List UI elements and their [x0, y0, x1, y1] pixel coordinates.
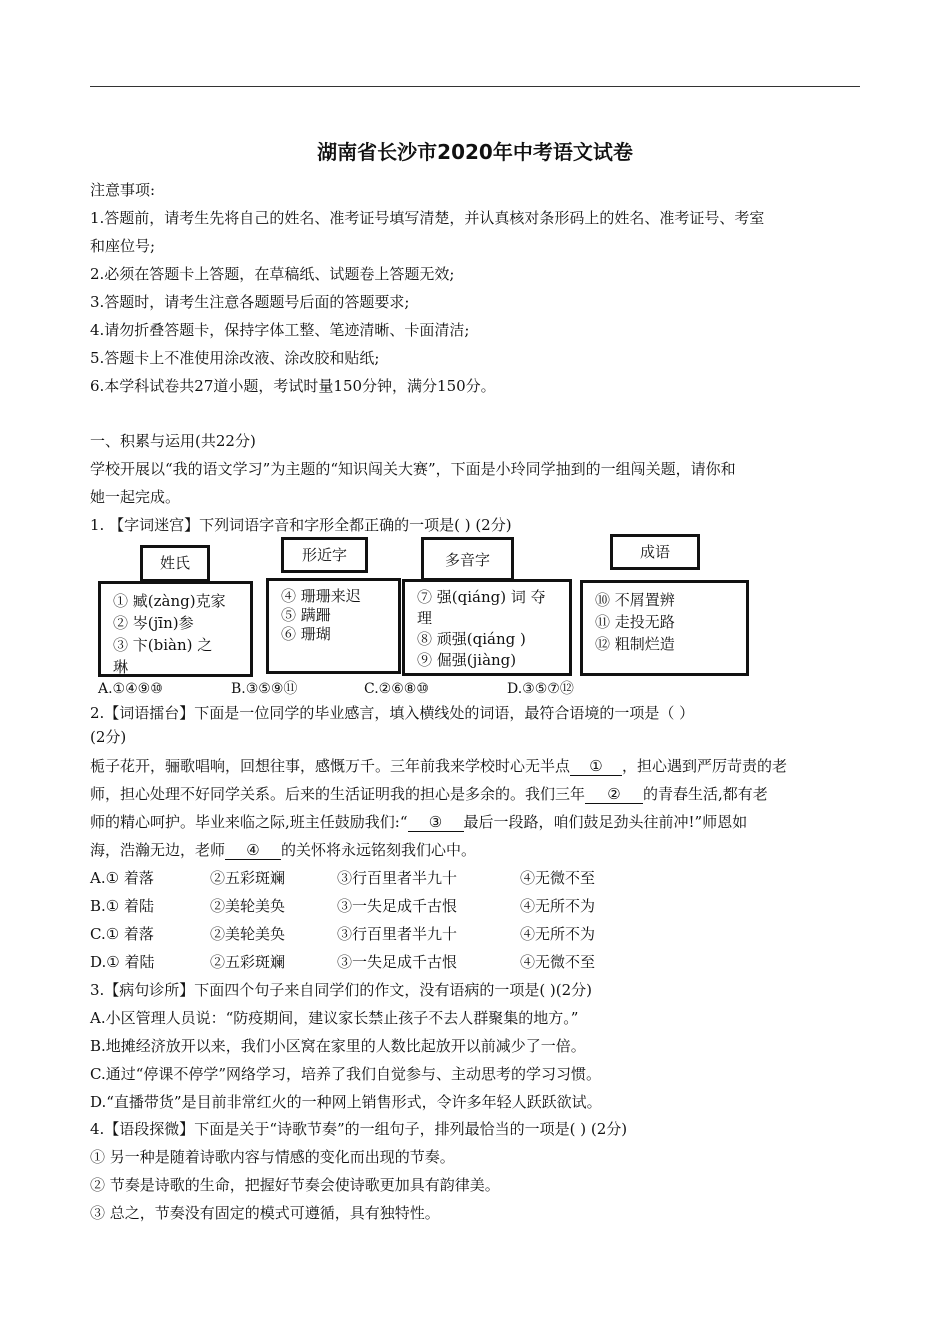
notice-item: 1.答题前，请考生先将自己的姓名、准考证号填写清楚，并认真核对条形码上的姓名、准考证号、考室: [90, 209, 765, 227]
passage-text: 的关怀将永远铭刻我们心中。: [281, 841, 477, 859]
q1-box-idiom: [580, 580, 749, 676]
q2-passage-line: [90, 840, 476, 860]
option-cell: ②五彩斑斓: [210, 953, 286, 971]
q2-option-row: [90, 868, 595, 888]
blank-4: ④: [225, 841, 281, 860]
q3-stem: 3.【病句诊所】下面四个句子来自同学们的作文，没有语病的一项是( )(2分): [90, 981, 593, 999]
box-line: ⑫ 粗制烂造: [595, 635, 675, 653]
option-cell: ③一失足成千古恨: [337, 953, 458, 971]
q1-box-polyphone: [402, 579, 572, 676]
blank-3: ③: [408, 813, 464, 832]
box-line: 理: [417, 609, 433, 627]
q2-option-row: [90, 952, 595, 972]
passage-text: 师的精心呵护。毕业来临之际,班主任鼓励我们:“: [90, 813, 408, 831]
q3-option-d: D.“直播带货”是目前非常红火的一种网上销售形式，令许多年轻人跃跃欲试。: [90, 1093, 602, 1111]
notice-item: 和座位号;: [90, 237, 156, 255]
notice-item: 6.本学科试卷共27道小题，考试时量150分钟，满分150分。: [90, 377, 496, 395]
passage-text: 栀子花开，骊歌唱响，回想往事，感慨万千。三年前我来学校时心无半点: [90, 757, 571, 775]
notice-heading: 注意事项:: [90, 181, 156, 199]
q1-option-c: C.②⑥⑧⑩: [364, 681, 429, 697]
q2-passage-line: [90, 756, 787, 776]
box-line: ③ 卞(biàn) 之: [113, 636, 213, 654]
notice-item: 5.答题卡上不准使用涂改液、涂改胶和贴纸;: [90, 349, 380, 367]
notice-item: 4.请勿折叠答题卡，保持字体工整、笔迹清晰、卡面清洁;: [90, 321, 470, 339]
blank-1: ①: [570, 757, 622, 776]
q1-options: [98, 679, 574, 699]
section-intro: 她一起完成。: [90, 488, 181, 506]
passage-text: 最后一段路，咱们鼓足劲头往前冲!”师恩如: [463, 813, 748, 831]
box-line: ⑦ 强(qiáng) 词 夺: [417, 588, 546, 606]
passage-text: 师，担心处理不好同学关系。后来的生活证明我的担心是多余的。我们三年: [90, 785, 586, 803]
option-cell: ③行百里者半九十: [337, 869, 458, 887]
box-line: 琳: [113, 658, 129, 676]
box-line: ⑤ 蹒跚: [281, 606, 331, 624]
box-line: ② 岑(jīn)参: [113, 614, 194, 632]
option-cell: ③一失足成千古恨: [337, 897, 458, 915]
option-cell: ④无微不至: [520, 953, 596, 971]
box-line: ⑪ 走投无路: [595, 613, 675, 631]
page-title: 湖南省长沙市2020年中考语文试卷: [317, 140, 633, 164]
section-intro: 学校开展以“我的语文学习”为主题的“知识闯关大赛”，下面是小玲同学抽到的一组闯关题，请你和: [90, 460, 736, 478]
option-cell: ②五彩斑斓: [210, 869, 286, 887]
notice-item: 3.答题时，请考生注意各题题号后面的答题要求;: [90, 293, 410, 311]
q2-option-row: [90, 896, 595, 916]
q1-option-d: D.③⑤⑦⑫: [507, 681, 574, 697]
q2-passage-line: [90, 812, 747, 832]
q1-box-surname: [98, 581, 253, 677]
q1-label-similar: 形近字: [281, 537, 368, 573]
box-line: ⑥ 珊瑚: [281, 625, 331, 643]
passage-text: 的青春生活,都有老: [643, 785, 768, 803]
option-cell: D.① 着陆: [90, 953, 155, 971]
box-line: ④ 珊珊来迟: [281, 587, 361, 605]
q2-passage-line: [90, 784, 768, 804]
passage-text: ，担心遇到严厉苛责的老: [622, 757, 788, 775]
q4-line: ③ 总之，节奏没有固定的模式可遵循，具有独特性。: [90, 1204, 440, 1222]
box-line: ⑧ 顽强(qiáng ): [417, 630, 526, 648]
notice-item: 2.必须在答题卡上答题，在草稿纸、试题卷上答题无效;: [90, 265, 455, 283]
q1-option-b: B.③⑤⑨⑪: [231, 681, 298, 697]
q1-stem: 1. 【字词迷宫】下列词语字音和字形全都正确的一项是( ) (2分): [90, 516, 512, 534]
q3-option-b: B.地摊经济放开以来，我们小区窝在家里的人数比起放开以前减少了一倍。: [90, 1037, 586, 1055]
box-line: ⑩ 不屑置辨: [595, 591, 675, 609]
option-cell: ②美轮美奂: [210, 925, 286, 943]
option-cell: ②美轮美奂: [210, 897, 286, 915]
option-cell: ④无所不为: [520, 897, 596, 915]
section-heading: 一、积累与运用(共22分): [90, 432, 256, 450]
option-cell: B.① 着陆: [90, 897, 155, 915]
q1-label-polyphone: 多音字: [421, 537, 514, 581]
option-cell: A.① 着落: [90, 869, 154, 887]
q1-option-a: A.①④⑨⑩: [98, 681, 163, 697]
passage-text: 海，浩瀚无边，老师: [90, 841, 226, 859]
option-cell: ④无所不为: [520, 925, 596, 943]
q1-box-similar: [266, 578, 401, 674]
q2-option-row: [90, 924, 595, 944]
q1-label-surname: 姓氏: [140, 545, 210, 582]
option-cell: C.① 着落: [90, 925, 154, 943]
option-cell: ④无微不至: [520, 869, 596, 887]
q1-label-idiom: 成语: [610, 534, 700, 570]
blank-2: ②: [585, 785, 643, 804]
q2-stem: 2.【词语擂台】下面是一位同学的毕业感言，填入横线处的词语，最符合语境的一项是（ ）: [90, 704, 695, 722]
q2-stem-score: (2分): [90, 728, 127, 746]
q4-stem: 4.【语段探微】下面是关于“诗歌节奏”的一组句子，排列最恰当的一项是( ) (2分): [90, 1120, 628, 1138]
q3-option-a: A.小区管理人员说：“防疫期间，建议家长禁止孩子不去人群聚集的地方。”: [90, 1009, 579, 1027]
q4-line: ① 另一种是随着诗歌内容与情感的变化而出现的节奏。: [90, 1148, 455, 1166]
box-line: ⑨ 倔强(jiàng): [417, 651, 517, 669]
header-rule: [90, 86, 860, 87]
q4-line: ② 节奏是诗歌的生命，把握好节奏会使诗歌更加具有韵律美。: [90, 1176, 500, 1194]
box-line: ① 臧(zàng)克家: [113, 592, 226, 610]
q3-option-c: C.通过“停课不停学”网络学习，培养了我们自觉参与、主动思考的学习习惯。: [90, 1065, 602, 1083]
option-cell: ③行百里者半九十: [337, 925, 458, 943]
